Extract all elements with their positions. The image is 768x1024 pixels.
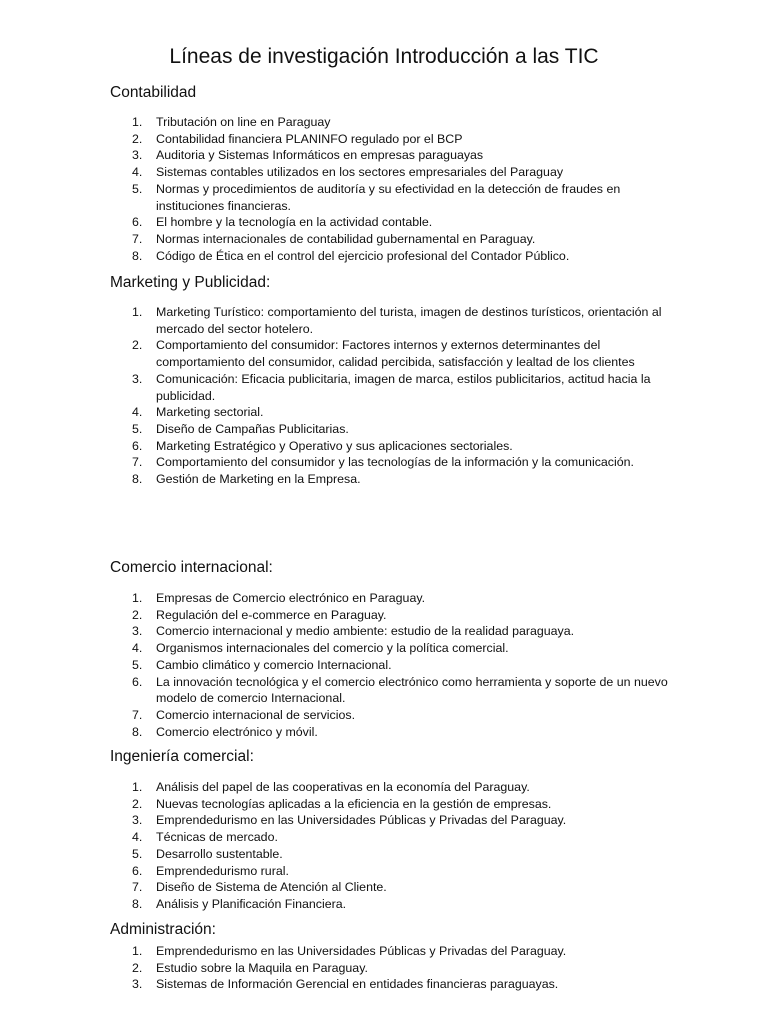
- item-number: 4.: [132, 405, 143, 420]
- item-text: Empresas de Comercio electrónico en Paraguay.: [156, 591, 426, 605]
- list-item: [110, 404, 670, 421]
- item-text: Marketing sectorial.: [156, 405, 264, 420]
- list-item: [110, 846, 670, 863]
- item-text: Emprendedurismo en las Universidades Públicas y Privadas del Paraguay.: [156, 813, 567, 828]
- item-number: 1.: [132, 780, 143, 794]
- list-item: [110, 337, 670, 370]
- section-heading-marketing: Marketing y Publicidad:: [110, 274, 271, 291]
- item-number: 8.: [132, 896, 143, 911]
- item-number: 2.: [132, 607, 143, 622]
- list-item: [110, 438, 670, 455]
- list-item: [110, 657, 670, 674]
- list-item: [110, 812, 670, 829]
- list-item: [110, 879, 670, 896]
- list-item: [110, 421, 670, 438]
- item-text: Técnicas de mercado.: [156, 830, 278, 845]
- item-text: Comercio internacional de servicios.: [156, 707, 356, 722]
- item-text: Comportamiento del consumidor y las tecnologías de la información y la comunicación.: [156, 455, 634, 470]
- item-text: Cambio climático y comercio Internacional.: [156, 657, 392, 672]
- item-number: 3.: [132, 977, 143, 992]
- item-number: 3.: [132, 813, 143, 828]
- item-text: La innovación tecnológica y el comercio electrónico como herramienta y soporte de un nuevo modelo de comercio Internacional.: [156, 674, 668, 706]
- item-text: Estudio sobre la Maquila en Paraguay.: [156, 960, 368, 975]
- section-heading-ingenieria-comercial: Ingeniería comercial:: [110, 748, 254, 765]
- item-text: El hombre y la tecnología en la actividad contable.: [156, 215, 433, 230]
- item-number: 2.: [132, 796, 143, 811]
- list-ingenieria-comercial: [110, 779, 670, 913]
- item-text: Gestión de Marketing en la Empresa.: [156, 472, 361, 487]
- list-item: [110, 943, 670, 960]
- list-administracion: [110, 943, 670, 993]
- item-text: Código de Ética en el control del ejercicio profesional del Contador Público.: [156, 248, 570, 263]
- list-item: [110, 371, 670, 404]
- item-text: Normas y procedimientos de auditoría y su efectividad en la detección de fraudes en instituciones financieras.: [156, 181, 621, 213]
- item-number: 8.: [132, 248, 143, 263]
- item-number: 7.: [132, 455, 143, 470]
- list-comercio-internacional: [110, 590, 670, 740]
- list-item: [110, 607, 670, 624]
- item-number: 2.: [132, 960, 143, 975]
- list-item: [110, 707, 670, 724]
- list-item: [110, 248, 670, 265]
- item-number: 3.: [132, 371, 143, 386]
- item-text: Desarrollo sustentable.: [156, 846, 283, 861]
- item-text: Contabilidad financiera PLANINFO regulado por el BCP: [156, 131, 463, 146]
- item-text: Comunicación: Eficacia publicitaria, imagen de marca, estilos publicitarios, actitud hacia la publicidad.: [156, 371, 651, 403]
- section-heading-comercio-internacional: Comercio internacional:: [110, 559, 273, 576]
- item-number: 2.: [132, 338, 143, 353]
- item-number: 5.: [132, 657, 143, 672]
- list-item: [110, 779, 670, 796]
- list-item: [110, 640, 670, 657]
- list-item: [110, 960, 670, 977]
- item-text: Marketing Estratégico y Operativo y sus aplicaciones sectoriales.: [156, 438, 513, 453]
- item-number: 6.: [132, 674, 143, 689]
- item-text: Normas internacionales de contabilidad gubernamental en Paraguay.: [156, 231, 536, 246]
- item-text: Sistemas de Información Gerencial en entidades financieras paraguayas.: [156, 977, 559, 992]
- item-number: 1.: [132, 591, 143, 605]
- list-item: [110, 147, 670, 164]
- item-text: Comercio internacional y medio ambiente: estudio de la realidad paraguaya.: [156, 624, 575, 639]
- item-number: 3.: [132, 624, 143, 639]
- list-item: [110, 231, 670, 248]
- list-item: [110, 976, 670, 993]
- list-item: [110, 114, 670, 131]
- item-number: 4.: [132, 165, 143, 180]
- item-text: Organismos internacionales del comercio y la política comercial.: [156, 641, 509, 656]
- item-text: Emprendedurismo rural.: [156, 863, 289, 878]
- item-text: Emprendedurismo en las Universidades Públicas y Privadas del Paraguay.: [156, 944, 567, 958]
- item-number: 1.: [132, 305, 143, 319]
- item-text: Diseño de Sistema de Atención al Cliente.: [156, 880, 387, 895]
- list-item: [110, 131, 670, 148]
- item-text: Comportamiento del consumidor: Factores internos y externos determinantes del comportamiento del consumidor, calidad percibida, satisfacción y lealtad de los clientes: [156, 338, 635, 370]
- section-heading-contabilidad: Contabilidad: [110, 84, 197, 101]
- item-number: 5.: [132, 846, 143, 861]
- item-number: 7.: [132, 707, 143, 722]
- item-number: 7.: [132, 231, 143, 246]
- item-number: 6.: [132, 863, 143, 878]
- item-text: Marketing Turístico: comportamiento del turista, imagen de destinos turísticos, orientación al mercado del sector hotelero.: [156, 305, 662, 336]
- item-text: Nuevas tecnologías aplicadas a la eficiencia en la gestión de empresas.: [156, 796, 552, 811]
- list-item: [110, 896, 670, 913]
- item-text: Diseño de Campañas Publicitarias.: [156, 421, 349, 436]
- item-number: 6.: [132, 215, 143, 230]
- item-number: 4.: [132, 830, 143, 845]
- item-text: Tributación on line en Paraguay: [156, 115, 331, 129]
- item-text: Análisis y Planificación Financiera.: [156, 896, 347, 911]
- item-text: Comercio electrónico y móvil.: [156, 724, 318, 739]
- list-item: [110, 471, 670, 488]
- list-item: [110, 164, 670, 181]
- list-item: [110, 796, 670, 813]
- list-item: [110, 454, 670, 471]
- list-item: [110, 829, 670, 846]
- list-item: [110, 181, 670, 214]
- item-text: Sistemas contables utilizados en los sectores empresariales del Paraguay: [156, 165, 564, 180]
- list-item: [110, 724, 670, 741]
- list-contabilidad: [110, 114, 670, 264]
- list-item: [110, 304, 670, 337]
- item-text: Análisis del papel de las cooperativas en la economía del Paraguay.: [156, 780, 530, 794]
- list-item: [110, 623, 670, 640]
- list-item: [110, 674, 670, 707]
- item-number: 5.: [132, 181, 143, 196]
- list-marketing: [110, 304, 670, 488]
- list-item: [110, 214, 670, 231]
- item-number: 1.: [132, 115, 143, 129]
- item-number: 6.: [132, 438, 143, 453]
- item-number: 3.: [132, 148, 143, 163]
- item-number: 1.: [132, 944, 143, 958]
- list-item: [110, 863, 670, 880]
- item-number: 7.: [132, 880, 143, 895]
- item-number: 5.: [132, 421, 143, 436]
- item-number: 4.: [132, 641, 143, 656]
- item-number: 8.: [132, 472, 143, 487]
- item-text: Auditoria y Sistemas Informáticos en empresas paraguayas: [156, 148, 484, 163]
- section-heading-administracion: Administración:: [110, 921, 216, 938]
- list-item: [110, 590, 670, 607]
- item-text: Regulación del e-commerce en Paraguay.: [156, 607, 387, 622]
- document-title: Líneas de investigación Introducción a las TIC: [169, 45, 599, 68]
- item-number: 8.: [132, 724, 143, 739]
- item-number: 2.: [132, 131, 143, 146]
